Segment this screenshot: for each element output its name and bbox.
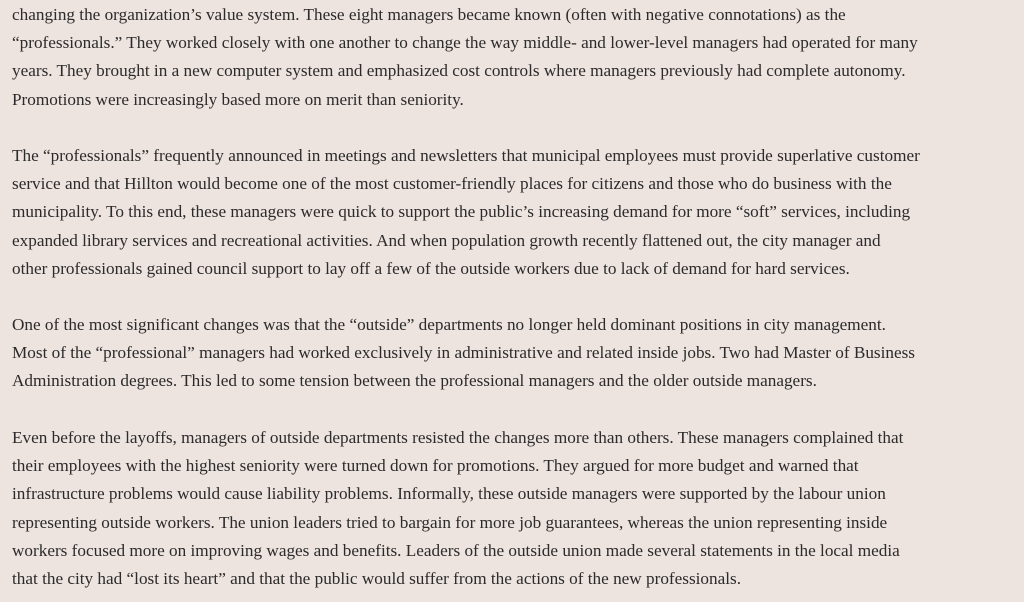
text-line: One of the most significant changes was that the “outside” departments no longer held dominant positions in city management. — [12, 315, 886, 334]
text-line: that the city had “lost its heart” and that the public would suffer from the actions of the new professionals. — [12, 568, 741, 588]
text-line: service and that Hillton would become one of the most customer-friendly places for citizens and those who do business with the — [12, 174, 892, 194]
text-line: other professionals gained council support to lay off a few of the outside workers due to lack of demand for hard services. — [12, 258, 850, 278]
text-line: changing the organization’s value system. These eight managers became known (often with negative connotations) as the — [12, 5, 846, 24]
text-line: years. They brought in a new computer system and emphasized cost controls where managers previously had complete autonomy. — [12, 61, 906, 81]
text-line: Most of the “professional” managers had worked exclusively in administrative and related inside jobs. Two had Master of Business — [12, 343, 915, 363]
text-line: workers focused more on improving wages and benefits. Leaders of the outside union made several statements in the local media — [12, 540, 900, 560]
text-line: representing outside workers. The union leaders tried to bargain for more job guarantees, whereas the union representing inside — [12, 512, 888, 532]
text-line: Even before the layoffs, managers of outside departments resisted the changes more than others. These managers complained that — [12, 428, 904, 447]
text-line: Administration degrees. This led to some tension between the professional managers and the older outside managers. — [12, 371, 817, 391]
text-line: infrastructure problems would cause liability problems. Informally, these outside managers were supported by the labour union — [12, 484, 886, 504]
text-line: their employees with the highest seniority were turned down for promotions. They argued for more budget and warned that — [12, 456, 859, 476]
paragraph-2 — [12, 142, 920, 283]
paragraph-1 — [12, 1, 918, 114]
text-line: expanded library services and recreational activities. And when population growth recently flattened out, the city manager and — [12, 230, 881, 250]
paragraph-3 — [12, 311, 915, 396]
paragraph-4 — [12, 424, 903, 593]
text-line: The “professionals” frequently announced in meetings and newsletters that municipal employees must provide superlative customer — [12, 146, 920, 165]
text-line: municipality. To this end, these managers were quick to support the public’s increasing demand for more “soft” services, including — [12, 202, 911, 222]
text-line: “professionals.” They worked closely with one another to change the way middle- and lower-level managers had operated for many — [12, 33, 918, 53]
text-line: Promotions were increasingly based more on merit than seniority. — [12, 89, 464, 109]
